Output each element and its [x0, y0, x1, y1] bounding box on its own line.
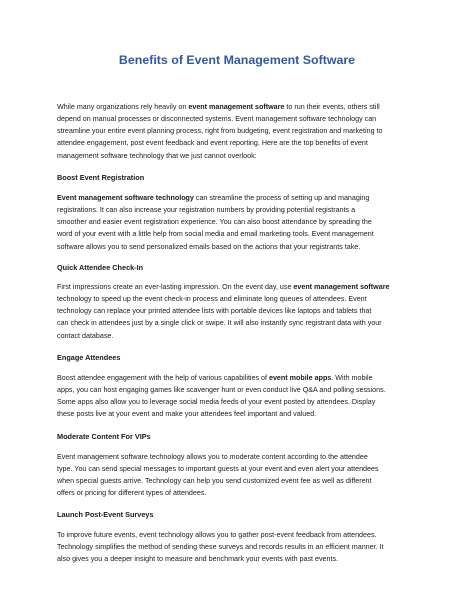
text-line [57, 541, 419, 553]
text-segment: software allows you to send personalized emails based on the actions that your registrants take. [57, 242, 361, 251]
text-segment: to run their events, others still [284, 103, 380, 111]
text-segment: technology can replace your printed attendee lists with portable devices like laptops and tablets that [57, 307, 372, 316]
text-line [57, 305, 419, 317]
text-line [57, 204, 419, 216]
text-line [57, 241, 419, 253]
text-segment: these posts live at your event and make your attendees feel important and valued. [57, 410, 317, 419]
section-body-post-event-surveys [57, 529, 419, 565]
text-line [57, 487, 419, 499]
text-line [57, 463, 419, 475]
text-line [57, 137, 419, 149]
text-line [57, 396, 419, 408]
section-body-moderate-content [57, 451, 419, 500]
text-segment: offers or pricing for different types of attendees. [57, 489, 207, 498]
section-body-quick-checkin [57, 281, 419, 342]
text-line [57, 384, 419, 396]
text-line [57, 529, 419, 541]
text-line [57, 372, 419, 384]
section-heading-post-event-surveys: Launch Post-Event Surveys [57, 510, 154, 519]
section-body-boost-registration [57, 192, 419, 253]
text-segment: apps, you can host engaging games like scavenger hunt or even conduct live Q&A and polling sessions. [57, 386, 386, 395]
text-line [57, 293, 419, 305]
text-segment: depend on manual processes or disconnected systems. Event management software technology can [57, 115, 377, 124]
text-segment: management software technology that we just cannot overlook: [57, 151, 257, 160]
text-line [57, 281, 419, 293]
text-segment: While many organizations rely heavily on [57, 103, 189, 111]
text-segment: Event management software technology allows you to moderate content according to the attendee [57, 453, 368, 461]
text-line [57, 150, 419, 162]
text-segment: also gives you a deeper insight to measure and benchmark your events with past events. [57, 555, 339, 564]
text-segment: can streamline the process of setting up and managing [193, 194, 370, 202]
text-line [57, 228, 419, 240]
bold-phrase: event mobile apps [268, 374, 332, 382]
text-segment: registrations. It can also increase your registration numbers by providing potential registrants a [57, 206, 356, 215]
text-line [57, 330, 419, 342]
section-heading-engage-attendees: Engage Attendees [57, 353, 121, 362]
text-segment: Some apps also allow you to leverage social media feeds of your event posted by attendees. Display [57, 398, 376, 407]
text-line [57, 408, 419, 420]
text-line [57, 125, 419, 137]
text-segment: smoother and easier event registration experience. You can also boost attendance by spreading the [57, 218, 372, 227]
text-line [57, 101, 419, 113]
text-segment: . With mobile [331, 374, 373, 382]
intro-paragraph [57, 101, 419, 162]
section-heading-quick-checkin: Quick Attendee Check-In [57, 263, 144, 272]
text-segment: First impressions create an ever-lasting impression. On the event day, use [57, 283, 294, 291]
text-segment: when special guests arrive. Technology can help you send customized event fee as well as different [57, 477, 372, 486]
text-line [57, 192, 419, 204]
text-line [57, 553, 419, 565]
text-line [57, 317, 419, 329]
text-segment: Boost attendee engagement with the help of various capabilities of [57, 374, 269, 382]
text-line [57, 475, 419, 487]
document-title: Benefits of Event Management Software [118, 53, 356, 67]
text-line [57, 451, 419, 463]
text-segment: can check in attendees just by a single click or swipe. It will also instantly sync registrant data with your [57, 319, 382, 328]
text-segment: streamline your entire event planning process, right from budgeting, event registration and marketing to [57, 127, 383, 136]
text-segment: word of your event with a little help from social media and email marketing tools. Event management [57, 230, 374, 239]
section-body-engage-attendees [57, 372, 419, 421]
text-segment: contact database. [57, 331, 114, 340]
bold-phrase: event management software [188, 103, 285, 111]
text-segment: technology to speed up the event check-in process and eliminate long queues of attendees. Event [57, 295, 367, 304]
text-segment: attendee engagement, post event feedback and event reporting. Here are the top benefits of event [57, 139, 368, 148]
bold-phrase: Event management software technology [57, 194, 194, 202]
text-segment: Technology simplifies the method of sending these surveys and records results in an efficient manner. It [57, 543, 384, 552]
text-line [57, 216, 419, 228]
section-heading-boost-registration: Boost Event Registration [57, 173, 145, 182]
section-heading-moderate-content: Moderate Content For VIPs [57, 432, 151, 441]
text-segment: type. You can send special messages to important guests at your event and even alert your attendees [57, 465, 379, 474]
bold-phrase: event management software [293, 283, 390, 291]
text-line [57, 113, 419, 125]
text-segment: To improve future events, event technology allows you to gather post-event feedback from attendees. [57, 531, 377, 539]
